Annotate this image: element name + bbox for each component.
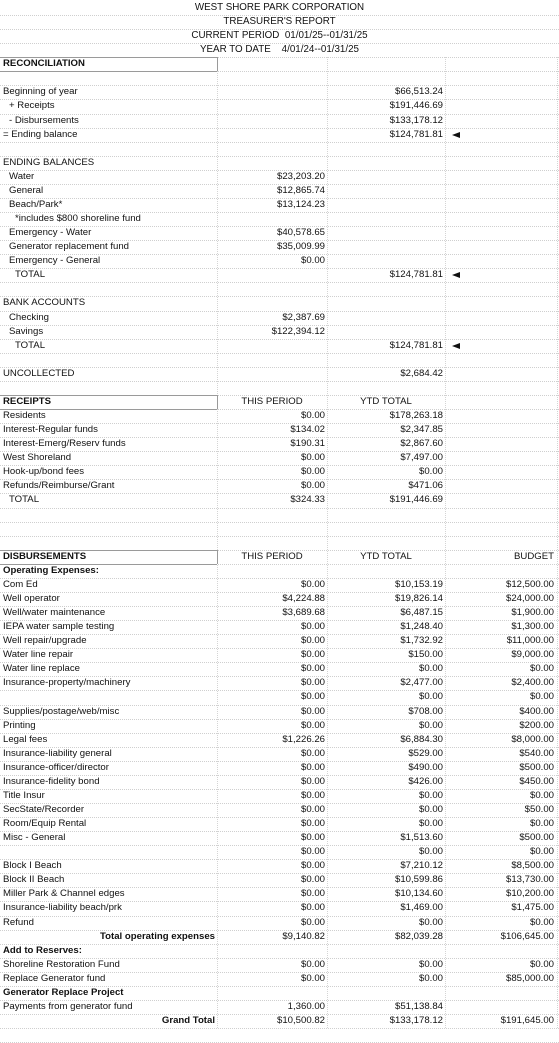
iepa-water-sample-testing-ytd: $1,248.40 — [400, 621, 443, 632]
well-repair-upgrade-budget: $11,000.00 — [506, 635, 554, 646]
insurance-liability-general-ytd: $529.00 — [408, 748, 443, 759]
payments-from-generator-fund-ytd: $51,138.84 — [394, 1001, 443, 1012]
hook-up-bond-fees-ytd: $0.00 — [418, 466, 443, 477]
legal-fees-label: Legal fees — [3, 734, 48, 745]
residents-label: Residents — [3, 410, 46, 421]
savings-this-period: $122,394.12 — [271, 326, 325, 337]
insurance-officer-director-budget: $500.00 — [519, 762, 554, 773]
insurance-property-machinery-budget: $2,400.00 — [511, 677, 554, 688]
beach-park-label: Beach/Park* — [9, 199, 63, 210]
grid-row-line — [0, 353, 559, 354]
bank-accounts-label: BANK ACCOUNTS — [3, 297, 86, 308]
total-ytd: $191,446.69 — [389, 494, 443, 505]
checking-label: Checking — [9, 312, 49, 323]
miller-park-channel-edges-label: Miller Park & Channel edges — [3, 888, 125, 899]
general-this-period: $12,865.74 — [276, 185, 325, 196]
com-ed-label: Com Ed — [3, 579, 38, 590]
replace-generator-fund-ytd: $0.00 — [418, 973, 443, 984]
total-operating-expenses-ytd: $82,039.28 — [394, 931, 443, 942]
shoreline-restoration-fund-this-period: $0.00 — [300, 959, 325, 970]
room-equip-rental-budget: $0.00 — [529, 818, 554, 829]
insurance-fidelity-bond-this-period: $0.00 — [300, 776, 325, 787]
payments-from-generator-fund-this-period: 1,360.00 — [287, 1001, 325, 1012]
includes-800-shoreline-fund-label: *includes $800 shoreline fund — [15, 213, 141, 224]
insurance-fidelity-bond-ytd: $426.00 — [408, 776, 443, 787]
miller-park-channel-edges-budget: $10,200.00 — [505, 888, 554, 899]
emergency-water-label: Emergency - Water — [9, 227, 92, 238]
block-ii-beach-ytd: $10,599.86 — [394, 874, 443, 885]
insurance-property-machinery-this-period: $0.00 — [300, 677, 325, 688]
block-ii-beach-this-period: $0.00 — [300, 874, 325, 885]
block-ii-beach-label: Block II Beach — [3, 874, 65, 885]
shoreline-restoration-fund-budget: $0.00 — [529, 959, 554, 970]
total-label: TOTAL — [15, 269, 46, 280]
supplies-postage-web-misc-this-period: $0.00 — [300, 706, 325, 717]
printing-budget: $200.00 — [519, 720, 554, 731]
room-equip-rental-label: Room/Equip Rental — [3, 818, 87, 829]
blank-this-period: $0.00 — [300, 846, 325, 857]
uncollected-ytd: $2,684.42 — [400, 368, 443, 379]
grid-row-line — [0, 381, 559, 382]
add-to-reserves-label: Add to Reserves: — [3, 945, 82, 956]
header-box-line — [217, 395, 218, 409]
total-this-period: $324.33 — [290, 494, 325, 505]
grand-total-budget: $191,645.00 — [500, 1015, 554, 1026]
room-equip-rental-this-period: $0.00 — [300, 818, 325, 829]
misc-general-this-period: $0.00 — [300, 832, 325, 843]
hook-up-bond-fees-this-period: $0.00 — [300, 466, 325, 477]
water-line-repair-budget: $9,000.00 — [511, 649, 554, 660]
room-equip-rental-ytd: $0.00 — [418, 818, 443, 829]
title-insur-label: Title Insur — [3, 790, 45, 801]
secstate-recorder-label: SecState/Recorder — [3, 804, 85, 815]
grid-column-line — [217, 57, 218, 1028]
well-water-maintenance-ytd: $6,487.15 — [400, 607, 443, 618]
block-i-beach-this-period: $0.00 — [300, 860, 325, 871]
title-insur-budget: $0.00 — [529, 790, 554, 801]
total-label: TOTAL — [15, 340, 46, 351]
misc-general-label: Misc - General — [3, 832, 66, 843]
secstate-recorder-this-period: $0.00 — [300, 804, 325, 815]
water-line-repair-ytd: $150.00 — [408, 649, 443, 660]
shoreline-restoration-fund-label: Shoreline Restoration Fund — [3, 959, 120, 970]
checking-this-period: $2,387.69 — [282, 312, 325, 323]
supplies-postage-web-misc-budget: $400.00 — [519, 706, 554, 717]
disbursements-ytd: $133,178.12 — [389, 115, 443, 126]
refunds-reimburse-grant-ytd: $471.06 — [408, 480, 443, 491]
replace-generator-fund-budget: $85,000.00 — [505, 973, 554, 984]
grid-row-line — [0, 282, 559, 283]
west-shoreland-this-period: $0.00 — [300, 452, 325, 463]
water-line-replace-label: Water line replace — [3, 663, 80, 674]
receipts-ytd: $191,446.69 — [389, 100, 443, 111]
misc-general-budget: $500.00 — [519, 832, 554, 843]
well-repair-upgrade-label: Well repair/upgrade — [3, 635, 87, 646]
generator-replacement-fund-this-period: $35,009.99 — [276, 241, 325, 252]
miller-park-channel-edges-ytd: $10,134.60 — [394, 888, 443, 899]
beach-park-this-period: $13,124.23 — [276, 199, 325, 210]
legal-fees-budget: $8,000.00 — [511, 734, 554, 745]
refund-label: Refund — [3, 917, 34, 928]
supplies-postage-web-misc-ytd: $708.00 — [408, 706, 443, 717]
insurance-property-machinery-ytd: $2,477.00 — [400, 677, 443, 688]
reconciliation-label: RECONCILIATION — [3, 58, 85, 69]
grand-total-this-period: $10,500.82 — [276, 1015, 325, 1026]
blank-budget: $0.00 — [529, 691, 554, 702]
general-label: General — [9, 185, 44, 196]
com-ed-budget: $12,500.00 — [505, 579, 554, 590]
receipts-label: RECEIPTS — [3, 396, 51, 407]
well-operator-budget: $24,000.00 — [505, 593, 554, 604]
replace-generator-fund-this-period: $0.00 — [300, 973, 325, 984]
hook-up-bond-fees-label: Hook-up/bond fees — [3, 466, 85, 477]
water-line-replace-budget: $0.00 — [529, 663, 554, 674]
blank-ytd: $0.00 — [418, 846, 443, 857]
well-operator-this-period: $4,224.88 — [282, 593, 325, 604]
insurance-liability-beach-prk-budget: $1,475.00 — [511, 902, 554, 913]
iepa-water-sample-testing-budget: $1,300.00 — [511, 621, 554, 632]
block-i-beach-label: Block I Beach — [3, 860, 62, 871]
beginning-of-year-label: Beginning of year — [3, 86, 78, 97]
replace-generator-fund-label: Replace Generator fund — [3, 973, 106, 984]
water-line-repair-this-period: $0.00 — [300, 649, 325, 660]
insurance-fidelity-bond-budget: $450.00 — [519, 776, 554, 787]
emergency-water-this-period: $40,578.65 — [276, 227, 325, 238]
printing-ytd: $0.00 — [418, 720, 443, 731]
title-insur-this-period: $0.00 — [300, 790, 325, 801]
well-operator-ytd: $19,826.14 — [394, 593, 443, 604]
ending-balances-label: ENDING BALANCES — [3, 157, 95, 168]
beginning-of-year-ytd: $66,513.24 — [394, 86, 443, 97]
operating-expenses-label: Operating Expenses: — [3, 565, 99, 576]
total-label: TOTAL — [9, 494, 40, 505]
well-water-maintenance-budget: $1,900.00 — [511, 607, 554, 618]
well-repair-upgrade-this-period: $0.00 — [300, 635, 325, 646]
total-ytd: $124,781.81 — [389, 269, 443, 280]
insurance-fidelity-bond-label: Insurance-fidelity bond — [3, 776, 100, 787]
total-operating-expenses-label: Total operating expenses — [100, 931, 215, 942]
receipts-label: + Receipts — [9, 100, 55, 111]
disbursements-this-period: THIS PERIOD — [241, 551, 303, 562]
legal-fees-ytd: $6,884.30 — [400, 734, 443, 745]
interest-emerg-reserv-funds-ytd: $2,867.60 — [400, 438, 443, 449]
grid-row-line — [0, 536, 559, 537]
header-box-line — [217, 550, 218, 564]
insurance-officer-director-ytd: $490.00 — [408, 762, 443, 773]
water-line-repair-label: Water line repair — [3, 649, 74, 660]
insurance-officer-director-label: Insurance-officer/director — [3, 762, 109, 773]
com-ed-this-period: $0.00 — [300, 579, 325, 590]
grand-total-label: Grand Total — [161, 1015, 215, 1026]
refund-budget: $0.00 — [529, 917, 554, 928]
water-label: Water — [9, 171, 35, 182]
receipts-this-period: THIS PERIOD — [241, 396, 303, 407]
iepa-water-sample-testing-label: IEPA water sample testing — [3, 621, 115, 632]
printing-this-period: $0.00 — [300, 720, 325, 731]
year-to-date-line — [0, 43, 559, 57]
grid-row-line — [0, 508, 559, 509]
printing-label: Printing — [3, 720, 36, 731]
header-box-line — [217, 57, 218, 71]
insurance-property-machinery-label: Insurance-property/machinery — [3, 677, 131, 688]
water-line-replace-ytd: $0.00 — [418, 663, 443, 674]
interest-regular-funds-label: Interest-Regular funds — [3, 424, 98, 435]
current-period-value: 01/01/25--01/31/25 — [284, 30, 368, 41]
uncollected-label: UNCOLLECTED — [3, 368, 75, 379]
disbursements-ytd: YTD TOTAL — [360, 551, 412, 562]
secstate-recorder-ytd: $0.00 — [418, 804, 443, 815]
title-insur-ytd: $0.00 — [418, 790, 443, 801]
arrow-left-icon — [452, 272, 460, 278]
disbursements-label: DISBURSEMENTS — [3, 551, 87, 562]
generator-replacement-fund-label: Generator replacement fund — [9, 241, 129, 252]
shoreline-restoration-fund-ytd: $0.00 — [418, 959, 443, 970]
report-title: TREASURER'S REPORT — [223, 16, 336, 27]
block-i-beach-budget: $8,500.00 — [511, 860, 554, 871]
grid-row-line — [0, 522, 559, 523]
misc-general-ytd: $1,513.60 — [400, 832, 443, 843]
total-operating-expenses-budget: $106,645.00 — [500, 931, 554, 942]
ending-balance-label: = Ending balance — [3, 129, 78, 140]
interest-emerg-reserv-funds-label: Interest-Emerg/Reserv funds — [3, 438, 126, 449]
supplies-postage-web-misc-label: Supplies/postage/web/misc — [3, 706, 120, 717]
insurance-officer-director-this-period: $0.00 — [300, 762, 325, 773]
water-line-replace-this-period: $0.00 — [300, 663, 325, 674]
disbursements-label: - Disbursements — [9, 115, 79, 126]
year-to-date-label: YEAR TO DATE — [199, 44, 271, 55]
interest-regular-funds-this-period: $134.02 — [290, 424, 325, 435]
interest-emerg-reserv-funds-this-period: $190.31 — [290, 438, 325, 449]
insurance-liability-general-this-period: $0.00 — [300, 748, 325, 759]
grid-row-line — [0, 1028, 559, 1029]
water-this-period: $23,203.20 — [276, 171, 325, 182]
secstate-recorder-budget: $50.00 — [524, 804, 554, 815]
arrow-left-icon — [452, 343, 460, 349]
year-to-date-value: 4/01/24--01/31/25 — [281, 44, 360, 55]
miller-park-channel-edges-this-period: $0.00 — [300, 888, 325, 899]
header-box-line — [0, 71, 217, 72]
blank-ytd: $0.00 — [418, 691, 443, 702]
insurance-liability-beach-prk-label: Insurance-liability beach/prk — [3, 902, 122, 913]
interest-regular-funds-ytd: $2,347.85 — [400, 424, 443, 435]
well-operator-label: Well operator — [3, 593, 60, 604]
refunds-reimburse-grant-label: Refunds/Reimburse/Grant — [3, 480, 115, 491]
total-operating-expenses-this-period: $9,140.82 — [282, 931, 325, 942]
grid-column-line — [445, 57, 446, 1028]
com-ed-ytd: $10,153.19 — [394, 579, 443, 590]
legal-fees-this-period: $1,226.26 — [282, 734, 325, 745]
savings-label: Savings — [9, 326, 44, 337]
generator-replace-project-label: Generator Replace Project — [3, 987, 124, 998]
arrow-left-icon — [452, 132, 460, 138]
insurance-liability-beach-prk-this-period: $0.00 — [300, 902, 325, 913]
insurance-liability-beach-prk-ytd: $1,469.00 — [400, 902, 443, 913]
grid-column-line — [557, 57, 558, 1028]
payments-from-generator-fund-label: Payments from generator fund — [3, 1001, 133, 1012]
block-i-beach-ytd: $7,210.12 — [400, 860, 443, 871]
residents-this-period: $0.00 — [300, 410, 325, 421]
refund-this-period: $0.00 — [300, 917, 325, 928]
receipts-ytd: YTD TOTAL — [360, 396, 412, 407]
iepa-water-sample-testing-this-period: $0.00 — [300, 621, 325, 632]
blank-this-period: $0.00 — [300, 691, 325, 702]
well-repair-upgrade-ytd: $1,732.92 — [400, 635, 443, 646]
ending-balance-ytd: $124,781.81 — [389, 129, 443, 140]
total-ytd: $124,781.81 — [389, 340, 443, 351]
block-ii-beach-budget: $13,730.00 — [505, 874, 554, 885]
report-org-title: WEST SHORE PARK CORPORATION — [194, 2, 365, 13]
grid-column-line — [327, 57, 328, 1028]
refund-ytd: $0.00 — [418, 917, 443, 928]
grand-total-ytd: $133,178.12 — [389, 1015, 443, 1026]
west-shoreland-label: West Shoreland — [3, 452, 72, 463]
insurance-liability-general-label: Insurance-liability general — [3, 748, 112, 759]
well-water-maintenance-label: Well/water maintenance — [3, 607, 106, 618]
disbursements-budget: BUDGET — [514, 551, 554, 562]
insurance-liability-general-budget: $540.00 — [519, 748, 554, 759]
current-period-label: CURRENT PERIOD — [191, 30, 280, 41]
west-shoreland-ytd: $7,497.00 — [400, 452, 443, 463]
blank-budget: $0.00 — [529, 846, 554, 857]
emergency-general-this-period: $0.00 — [300, 255, 325, 266]
emergency-general-label: Emergency - General — [9, 255, 101, 266]
residents-ytd: $178,263.18 — [389, 410, 443, 421]
well-water-maintenance-this-period: $3,689.68 — [282, 607, 325, 618]
refunds-reimburse-grant-this-period: $0.00 — [300, 480, 325, 491]
current-period-line — [0, 29, 559, 43]
grid-row-line — [0, 142, 559, 143]
